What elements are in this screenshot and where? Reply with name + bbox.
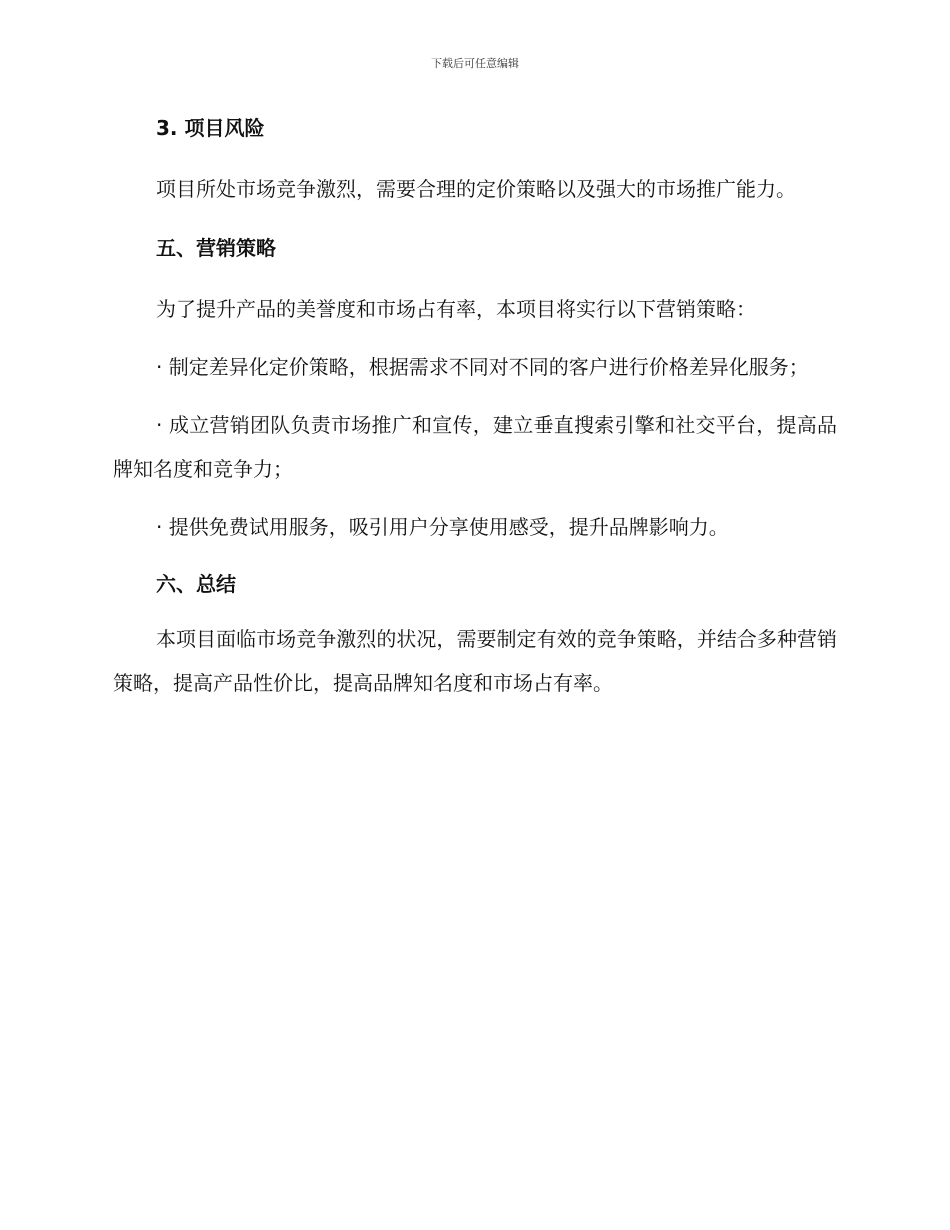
heading-project-risk: 3. 项目风险 [156,116,265,140]
heading-summary: 六、总结 [156,572,236,596]
bullet-item-pricing: · 制定差异化定价策略，根据需求不同对不同的客户进行价格差异化服务； [156,355,809,379]
page-header-note: 下载后可任意编辑 [431,57,519,70]
paragraph-summary: 本项目面临市场竞争激烈的状况，需要制定有效的竞争策略，并结合多种营销策略，提高产品性价比，提高品牌知名度和市场占有率。 [113,627,837,695]
bullet-item-free-trial: · 提供免费试用服务，吸引用户分享使用感受，提升品牌影响力。 [156,515,729,539]
document-body [113,113,837,705]
bullet-item-marketing-team: · 成立营销团队负责市场推广和宣传，建立垂直搜索引擎和社交平台，提高品牌知名度和竞争力； [113,413,837,481]
paragraph-marketing-intro: 为了提升产品的美誉度和市场占有率，本项目将实行以下营销策略： [156,297,756,321]
paragraph-project-risk: 项目所处市场竞争激烈，需要合理的定价策略以及强大的市场推广能力。 [156,177,796,201]
heading-marketing-strategy: 五、营销策略 [156,236,276,260]
